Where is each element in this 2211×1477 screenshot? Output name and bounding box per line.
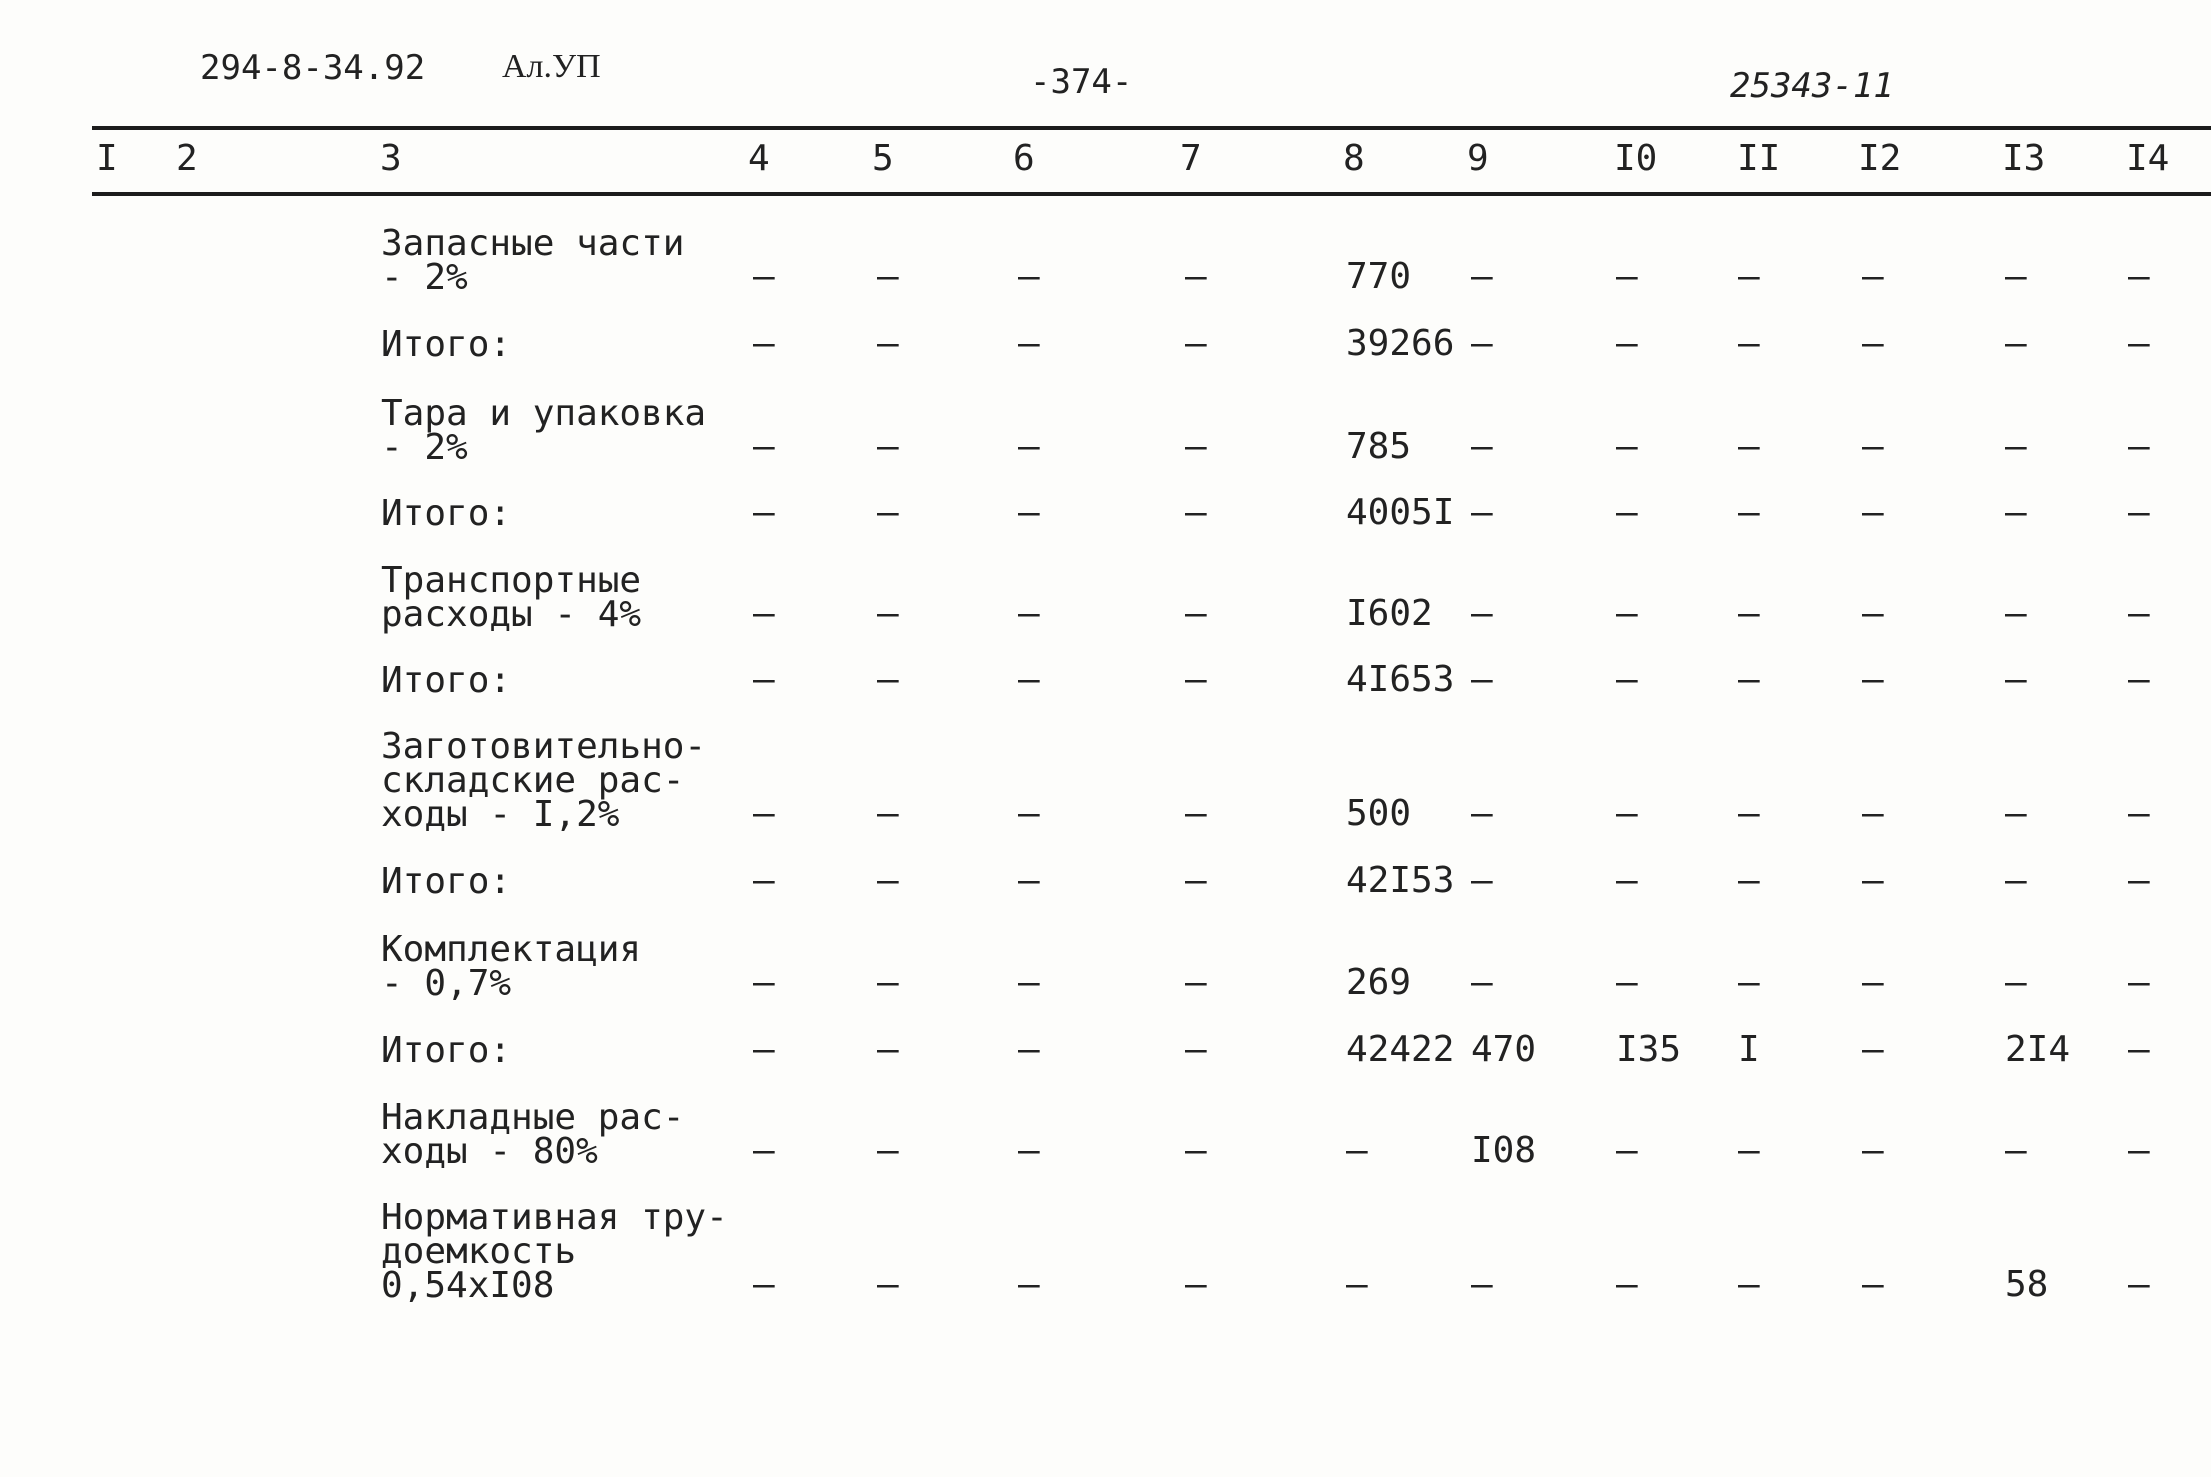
table-cell-c11: – [1738,593,1760,634]
table-cell-c4: – [753,492,775,533]
table-cell-c7: – [1185,962,1207,1003]
table-cell-c14: – [2128,1130,2150,1171]
table-cell-c7: – [1185,1130,1207,1171]
table-cell-c6: – [1018,1130,1040,1171]
table-cell-c6: – [1018,492,1040,533]
table-cell-c10: – [1616,593,1638,634]
table-cell-c4: – [753,793,775,834]
table-cell-c9: — [1471,793,1493,834]
column-header: 7 [1180,138,1202,179]
table-cell-c13: – [2005,256,2027,297]
column-header: 6 [1013,138,1035,179]
table-cell-c4: – [753,659,775,700]
table-cell-c9: I08 [1471,1130,1537,1171]
table-cell-c8: 4I653 [1346,659,1455,700]
table-cell-c4: – [753,1029,775,1070]
table-cell-c6: – [1018,256,1040,297]
row-label: Заготовительно- складские рас- ходы - I,2% [381,726,707,835]
table-cell-c12: – [1862,492,1884,533]
table-cell-c8: 269 [1346,962,1412,1003]
table-cell-c4: – [753,256,775,297]
table-cell-c7: – [1185,860,1207,901]
table-cell-c9: – [1471,860,1493,901]
table-cell-c8: 42422 [1346,1029,1455,1070]
table-cell-c12: – [1862,793,1884,834]
table-cell-c7: – [1185,426,1207,467]
table-cell-c11: – [1738,860,1760,901]
table-cell-c14: – [2128,659,2150,700]
table-cell-c8: 4005I [1346,492,1455,533]
table-cell-c11: – [1738,323,1760,364]
column-header: 9 [1467,138,1489,179]
table-cell-c14: – [2128,593,2150,634]
table-cell-c6: – [1018,426,1040,467]
table-cell-c8: 785 [1346,426,1412,467]
column-header: 8 [1343,138,1365,179]
table-cell-c5: – [877,323,899,364]
table-cell-c13: – [2005,593,2027,634]
table-cell-c9: – [1471,659,1493,700]
table-cell-c5: – [877,793,899,834]
table-cell-c10: – [1616,793,1638,834]
table-cell-c6: – [1018,323,1040,364]
table-cell-c12: – [1862,860,1884,901]
table-cell-c9: – [1471,593,1493,634]
inventory-number: 25343-11 [1730,66,1894,106]
table-cell-c7: – [1185,593,1207,634]
table-cell-c13: – [2005,659,2027,700]
table-cell-c11: – [1738,492,1760,533]
table-cell-c11: – [1738,426,1760,467]
table-cell-c6: – [1018,962,1040,1003]
table-cell-c13: 58 [2005,1264,2049,1305]
table-cell-c10: – [1616,860,1638,901]
table-cell-c7: – [1185,793,1207,834]
table-cell-c12: – [1862,256,1884,297]
table-cell-c5: – [877,860,899,901]
table-cell-c13: – [2005,860,2027,901]
table-cell-c5: – [877,593,899,634]
row-label: Итого: [381,660,512,701]
table-cell-c6: – [1018,593,1040,634]
table-cell-c7: – [1185,492,1207,533]
row-label: Накладные рас- ходы - 80% [381,1097,685,1172]
table-cell-c14: – [2128,860,2150,901]
table-cell-c4: – [753,323,775,364]
table-cell-c9: – [1471,1264,1493,1305]
row-label: Транспортные расходы - 4% [381,560,642,635]
row-label: Итого: [381,1030,512,1071]
table-cell-c11: – [1738,1130,1760,1171]
table-cell-c12: – [1862,323,1884,364]
table-cell-c5: – [877,1130,899,1171]
row-label: Комплектация - 0,7% [381,929,642,1004]
table-cell-c11: – [1738,793,1760,834]
table-cell-c5: – [877,1029,899,1070]
table-cell-c7: – [1185,659,1207,700]
column-header: 5 [872,138,894,179]
column-header: I4 [2126,138,2170,179]
column-header: 3 [380,138,402,179]
table-cell-c4: – [753,1264,775,1305]
table-cell-c7: – [1185,1029,1207,1070]
table-cell-c6: – [1018,659,1040,700]
table-cell-c10: – [1616,962,1638,1003]
table-cell-c13: – [2005,426,2027,467]
table-cell-c14: – [2128,256,2150,297]
table-cell-c10: – [1616,426,1638,467]
table-cell-c14: – [2128,1029,2150,1070]
table-cell-c12: – [1862,659,1884,700]
table-cell-c11: – [1738,1264,1760,1305]
table-cell-c10: – [1616,256,1638,297]
table-cell-c11: – [1738,659,1760,700]
table-cell-c8: – [1346,1130,1368,1171]
table-cell-c14: – [2128,962,2150,1003]
table-cell-c7: – [1185,1264,1207,1305]
table-cell-c4: – [753,860,775,901]
table-cell-c14: – [2128,1264,2150,1305]
table-cell-c12: – [1862,1029,1884,1070]
table-cell-c8: 500 [1346,793,1412,834]
table-cell-c4: – [753,593,775,634]
table-cell-c5: – [877,962,899,1003]
table-cell-c10: – [1616,1130,1638,1171]
table-cell-c14: – [2128,793,2150,834]
table-cell-c6: – [1018,1264,1040,1305]
table-cell-c13: – [2005,1130,2027,1171]
table-cell-c11: – [1738,962,1760,1003]
table-cell-c14: – [2128,426,2150,467]
table-cell-c7: – [1185,256,1207,297]
table-cell-c12: – [1862,962,1884,1003]
table-cell-c9: – [1471,256,1493,297]
table-cell-c5: – [877,492,899,533]
album-label: Ал.УП [502,48,601,85]
table-cell-c8: 42I53 [1346,860,1455,901]
table-cell-c10: – [1616,659,1638,700]
row-label: Итого: [381,493,512,534]
table-cell-c9: – [1471,492,1493,533]
table-cell-c5: – [877,659,899,700]
table-cell-c13: 2I4 [2005,1029,2071,1070]
table-cell-c8: – [1346,1264,1368,1305]
row-label: Итого: [381,324,512,365]
table-cell-c9: – [1471,426,1493,467]
document-code: 294-8-34.92 [200,48,426,88]
table-cell-c10: I35 [1616,1029,1682,1070]
table-cell-c4: – [753,962,775,1003]
column-header: I0 [1614,138,1658,179]
table-cell-c12: – [1862,1130,1884,1171]
row-label: Итого: [381,861,512,902]
column-header: II [1737,138,1781,179]
table-cell-c11: – [1738,256,1760,297]
table-cell-c11: I [1738,1029,1760,1070]
column-header: I2 [1858,138,1902,179]
table-cell-c10: – [1616,323,1638,364]
page-number: -374- [1030,62,1133,102]
column-header: I [96,138,118,179]
table-cell-c12: – [1862,593,1884,634]
table-cell-c6: – [1018,1029,1040,1070]
table-cell-c5: – [877,1264,899,1305]
table-cell-c4: – [753,426,775,467]
table-cell-c9: – [1471,962,1493,1003]
table-cell-c13: – [2005,793,2027,834]
row-label: Нормативная тру- доемкость 0,54хI08 [381,1197,728,1306]
table-cell-c8: 39266 [1346,323,1455,364]
table-cell-c10: – [1616,1264,1638,1305]
table-cell-c14: – [2128,492,2150,533]
table-cell-c7: – [1185,323,1207,364]
table-cell-c6: – [1018,793,1040,834]
table-cell-c8: I602 [1346,593,1433,634]
table-cell-c5: – [877,256,899,297]
column-header: 2 [176,138,198,179]
table-cell-c13: – [2005,492,2027,533]
row-label: Тара и упаковка - 2% [381,393,707,468]
table-cell-c13: – [2005,323,2027,364]
table-cell-c9: – [1471,323,1493,364]
table-cell-c12: – [1862,1264,1884,1305]
table-cell-c14: – [2128,323,2150,364]
column-header: I3 [2002,138,2046,179]
table-cell-c13: – [2005,962,2027,1003]
table-cell-c6: – [1018,860,1040,901]
table-cell-c8: 770 [1346,256,1412,297]
table-cell-c12: – [1862,426,1884,467]
table-cell-c4: – [753,1130,775,1171]
row-label: Запасные части - 2% [381,223,685,298]
table-cell-c9: 470 [1471,1029,1537,1070]
table-cell-c10: – [1616,492,1638,533]
table-cell-c5: – [877,426,899,467]
column-header: 4 [748,138,770,179]
